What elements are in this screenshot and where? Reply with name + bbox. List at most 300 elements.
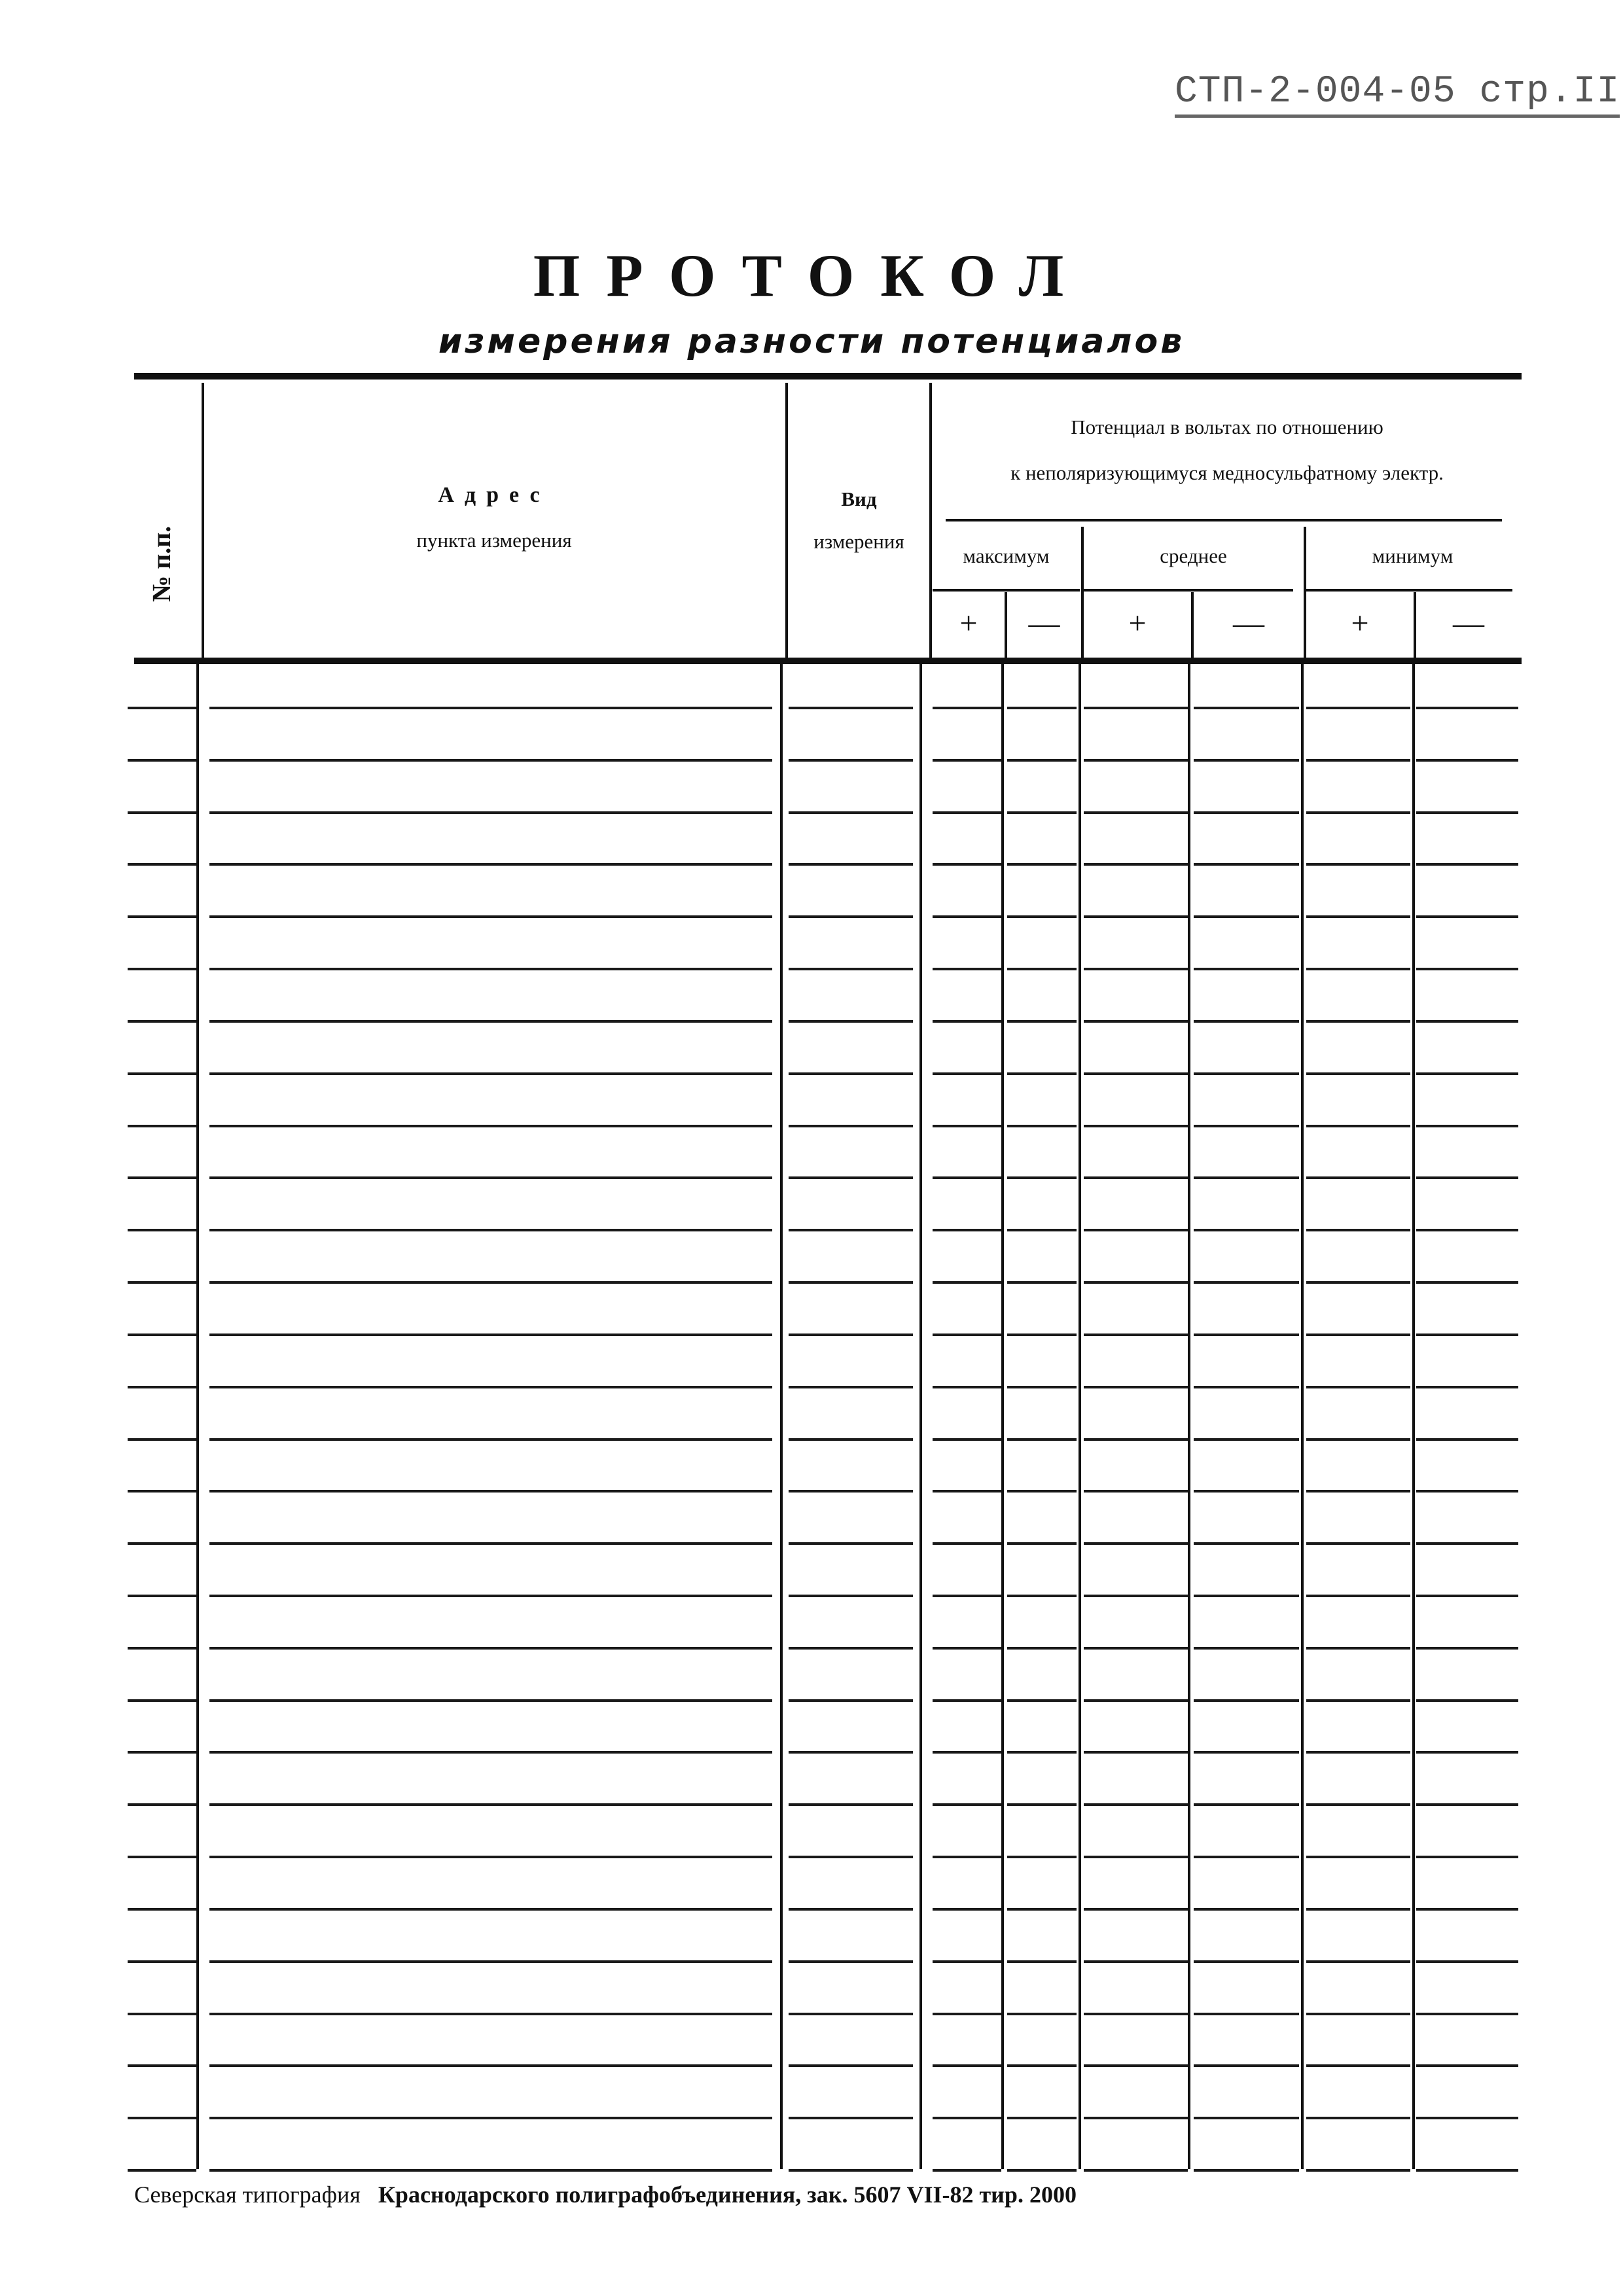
- body-column-divider: [1188, 664, 1190, 2169]
- table-row-line: [1007, 1281, 1077, 1284]
- table-row-line: [1416, 1072, 1518, 1075]
- table-row-line: [1194, 1229, 1299, 1231]
- table-row-line: [789, 1751, 913, 1754]
- table-row-line: [1416, 2013, 1518, 2015]
- table-row-line: [1306, 707, 1410, 709]
- table-row-line: [1084, 1803, 1188, 1806]
- table-row-line: [1084, 2064, 1188, 2067]
- table-row-line: [1084, 1751, 1188, 1754]
- header-divider-number: [202, 383, 204, 658]
- sign-max-minus: —: [1028, 606, 1060, 641]
- table-row-line: [1194, 1856, 1299, 1858]
- table-row-line: [128, 1647, 196, 1650]
- table-row-line: [1007, 1333, 1077, 1336]
- table-row-line: [1007, 915, 1077, 918]
- table-row-line: [209, 863, 772, 866]
- table-row-line: [209, 1020, 772, 1023]
- column-header-address: Адрес: [438, 483, 550, 507]
- table-row-line: [1194, 1647, 1299, 1650]
- table-row-line: [933, 863, 1001, 866]
- table-row-line: [1306, 1699, 1410, 1702]
- table-row-line: [1416, 707, 1518, 709]
- table-row-line: [1084, 1176, 1188, 1179]
- table-row-line: [209, 811, 772, 814]
- table-row-line: [1306, 2013, 1410, 2015]
- table-row-line: [933, 1960, 1001, 1963]
- table-row-line: [1194, 1803, 1299, 1806]
- table-row-line: [933, 1229, 1001, 1231]
- table-row-line: [1007, 2013, 1077, 2015]
- table-row-line: [1007, 1856, 1077, 1858]
- table-row-line: [1306, 1856, 1410, 1858]
- table-row-line: [933, 2064, 1001, 2067]
- table-top-rule: [134, 373, 1522, 380]
- body-column-divider: [919, 664, 922, 2169]
- table-row-line: [209, 1542, 772, 1545]
- header-rule-max: [933, 589, 1080, 592]
- table-row-line: [933, 707, 1001, 709]
- table-row-line: [128, 1229, 196, 1231]
- table-row-line: [128, 2169, 196, 2172]
- table-row-line: [933, 1595, 1001, 1597]
- table-row-line: [1007, 1751, 1077, 1754]
- table-row-line: [933, 915, 1001, 918]
- table-row-line: [1306, 2117, 1410, 2119]
- table-row-line: [1306, 915, 1410, 918]
- table-row-line: [1416, 2169, 1518, 2172]
- table-row-line: [1416, 1751, 1518, 1754]
- table-row-line: [128, 1125, 196, 1127]
- table-row-line: [1416, 1647, 1518, 1650]
- table-row-line: [1306, 1125, 1410, 1127]
- group-label-min: минимум: [1372, 544, 1454, 567]
- table-row-line: [789, 1386, 913, 1388]
- table-row-line: [789, 1176, 913, 1179]
- table-row-line: [1194, 1908, 1299, 1911]
- table-row-line: [1084, 1542, 1188, 1545]
- table-row-line: [789, 1438, 913, 1441]
- table-row-line: [1416, 968, 1518, 970]
- table-row-line: [1306, 1438, 1410, 1441]
- table-row-line: [789, 1960, 913, 1963]
- table-row-line: [209, 1647, 772, 1650]
- table-row-line: [209, 1490, 772, 1492]
- table-row-line: [128, 1908, 196, 1911]
- table-row-line: [789, 2013, 913, 2015]
- table-row-line: [1194, 1542, 1299, 1545]
- table-row-line: [1194, 759, 1299, 762]
- table-row-line: [789, 1229, 913, 1231]
- table-row-line: [1007, 1960, 1077, 1963]
- table-row-line: [1084, 1386, 1188, 1388]
- table-row-line: [1194, 1125, 1299, 1127]
- table-row-line: [1084, 1647, 1188, 1650]
- table-row-line: [1194, 1699, 1299, 1702]
- table-row-line: [1007, 1647, 1077, 1650]
- table-row-line: [933, 1438, 1001, 1441]
- table-row-line: [209, 968, 772, 970]
- table-row-line: [1416, 915, 1518, 918]
- table-row-line: [209, 2064, 772, 2067]
- table-row-line: [1007, 1020, 1077, 1023]
- table-row-line: [1194, 1072, 1299, 1075]
- table-row-line: [128, 1960, 196, 1963]
- table-row-line: [1084, 759, 1188, 762]
- table-row-line: [209, 2117, 772, 2119]
- table-row-line: [1416, 2064, 1518, 2067]
- table-header-rule: [134, 658, 1522, 664]
- table-row-line: [1084, 707, 1188, 709]
- body-column-divider: [1079, 664, 1081, 2169]
- table-row-line: [1007, 1386, 1077, 1388]
- table-row-line: [128, 1751, 196, 1754]
- table-row-line: [1306, 1072, 1410, 1075]
- body-column-divider: [1001, 664, 1004, 2169]
- table-row-line: [1194, 1020, 1299, 1023]
- table-row-line: [1084, 863, 1188, 866]
- table-row-line: [1416, 811, 1518, 814]
- table-row-line: [933, 1490, 1001, 1492]
- table-row-line: [1416, 1020, 1518, 1023]
- table-row-line: [128, 1699, 196, 1702]
- table-row-line: [789, 707, 913, 709]
- table-row-line: [1416, 1908, 1518, 1911]
- body-column-divider: [780, 664, 783, 2169]
- printer-footer: [134, 2181, 1077, 2208]
- table-row-line: [1007, 1229, 1077, 1231]
- table-row-line: [789, 759, 913, 762]
- table-row-line: [128, 2064, 196, 2067]
- table-row-line: [1416, 1542, 1518, 1545]
- table-row-line: [1194, 707, 1299, 709]
- table-row-line: [1194, 1333, 1299, 1336]
- table-row-line: [1007, 2117, 1077, 2119]
- table-row-line: [1194, 968, 1299, 970]
- table-row-line: [1416, 1386, 1518, 1388]
- body-column-divider: [1301, 664, 1304, 2169]
- page-subtitle: измерения разности потенциалов: [438, 322, 1185, 361]
- table-row-line: [1007, 707, 1077, 709]
- table-row-line: [128, 2013, 196, 2015]
- table-row-line: [933, 2117, 1001, 2119]
- table-row-line: [1007, 863, 1077, 866]
- table-row-line: [1084, 811, 1188, 814]
- table-row-line: [128, 915, 196, 918]
- table-row-line: [1194, 1281, 1299, 1284]
- table-row-line: [933, 1386, 1001, 1388]
- table-row-line: [1306, 2064, 1410, 2067]
- table-row-line: [1084, 2117, 1188, 2119]
- table-row-line: [209, 1803, 772, 1806]
- table-row-line: [1084, 1281, 1188, 1284]
- table-row-line: [789, 1125, 913, 1127]
- table-row-line: [1084, 1125, 1188, 1127]
- table-row-line: [1306, 811, 1410, 814]
- table-row-line: [1194, 1386, 1299, 1388]
- document-reference: СТП-2-004-05 стр.II: [1175, 71, 1620, 118]
- table-row-line: [1306, 1647, 1410, 1650]
- table-row-line: [933, 759, 1001, 762]
- table-row-line: [789, 863, 913, 866]
- table-row-line: [128, 863, 196, 866]
- table-row-line: [1306, 1960, 1410, 1963]
- table-row-line: [1416, 1595, 1518, 1597]
- table-row-line: [933, 1072, 1001, 1075]
- table-row-line: [209, 1125, 772, 1127]
- table-row-line: [1007, 1699, 1077, 1702]
- table-row-line: [1306, 1803, 1410, 1806]
- table-row-line: [209, 2013, 772, 2015]
- table-row-line: [1306, 2169, 1410, 2172]
- table-row-line: [1007, 1542, 1077, 1545]
- table-row-line: [1194, 1438, 1299, 1441]
- table-row-line: [933, 968, 1001, 970]
- body-column-divider: [1412, 664, 1415, 2169]
- table-row-line: [789, 1803, 913, 1806]
- table-row-line: [1084, 2169, 1188, 2172]
- table-row-line: [789, 1542, 913, 1545]
- table-row-line: [128, 1176, 196, 1179]
- table-row-line: [1007, 1125, 1077, 1127]
- table-row-line: [933, 1856, 1001, 1858]
- table-row-line: [1007, 1072, 1077, 1075]
- table-row-line: [128, 1438, 196, 1441]
- table-row-line: [933, 1125, 1001, 1127]
- table-row-line: [933, 1542, 1001, 1545]
- table-row-line: [1194, 1751, 1299, 1754]
- table-row-line: [209, 1699, 772, 1702]
- table-row-line: [1194, 2064, 1299, 2067]
- table-row-line: [1194, 811, 1299, 814]
- table-row-line: [1306, 1386, 1410, 1388]
- group-label-avg: среднее: [1160, 544, 1227, 567]
- table-row-line: [1084, 1490, 1188, 1492]
- table-row-line: [1306, 1281, 1410, 1284]
- table-row-line: [1306, 1542, 1410, 1545]
- table-row-line: [209, 915, 772, 918]
- table-row-line: [789, 968, 913, 970]
- table-row-line: [209, 1072, 772, 1075]
- group-label-max: максимум: [963, 544, 1050, 567]
- table-row-line: [789, 1908, 913, 1911]
- table-row-line: [1084, 1699, 1188, 1702]
- column-header-type-line2: измерения: [813, 530, 904, 553]
- table-row-line: [209, 1908, 772, 1911]
- sign-min-minus: —: [1453, 606, 1484, 641]
- table-row-line: [789, 1072, 913, 1075]
- printer-name: Северская типография: [134, 2181, 361, 2208]
- table-row-line: [1084, 1960, 1188, 1963]
- table-row-line: [209, 1751, 772, 1754]
- table-row-line: [1416, 1699, 1518, 1702]
- table-row-line: [1416, 1281, 1518, 1284]
- table-row-line: [128, 811, 196, 814]
- table-row-line: [128, 1856, 196, 1858]
- table-row-line: [128, 1490, 196, 1492]
- sign-max-plus: +: [959, 606, 978, 641]
- table-row-line: [128, 1020, 196, 1023]
- table-row-line: [1194, 1176, 1299, 1179]
- table-row-line: [789, 2064, 913, 2067]
- table-row-line: [128, 1281, 196, 1284]
- table-row-line: [1416, 1856, 1518, 1858]
- table-row-line: [789, 1647, 913, 1650]
- table-row-line: [1194, 915, 1299, 918]
- table-row-line: [1194, 1490, 1299, 1492]
- table-row-line: [933, 811, 1001, 814]
- potential-header-line1: Потенциал в вольтах по отношению: [1071, 415, 1383, 438]
- table-row-line: [128, 759, 196, 762]
- table-row-line: [933, 1281, 1001, 1284]
- table-row-line: [1084, 968, 1188, 970]
- printer-order: Краснодарского полиграфобъединения, зак. 5607 VII-82 тир. 2000: [378, 2181, 1077, 2208]
- table-row-line: [1007, 1803, 1077, 1806]
- table-row-line: [209, 1960, 772, 1963]
- table-row-line: [128, 2117, 196, 2119]
- table-row-line: [1306, 1908, 1410, 1911]
- table-row-line: [128, 707, 196, 709]
- table-row-line: [128, 1072, 196, 1075]
- table-row-line: [1306, 1490, 1410, 1492]
- table-row-line: [933, 1176, 1001, 1179]
- header-divider-type: [929, 383, 932, 658]
- table-row-line: [1416, 1490, 1518, 1492]
- table-row-line: [933, 1647, 1001, 1650]
- column-header-type-line1: Вид: [841, 487, 877, 510]
- table-row-line: [789, 915, 913, 918]
- table-row-line: [933, 1751, 1001, 1754]
- table-row-line: [1007, 1595, 1077, 1597]
- table-row-line: [1416, 759, 1518, 762]
- table-row-line: [1416, 1803, 1518, 1806]
- table-row-line: [209, 1856, 772, 1858]
- table-row-line: [933, 1699, 1001, 1702]
- table-row-line: [789, 1699, 913, 1702]
- table-row-line: [1306, 1751, 1410, 1754]
- table-row-line: [1416, 1176, 1518, 1179]
- table-row-line: [1007, 1490, 1077, 1492]
- table-row-line: [1416, 1438, 1518, 1441]
- sign-avg-plus: +: [1128, 606, 1147, 641]
- header-rule-min: [1306, 589, 1512, 592]
- table-row-line: [1306, 1595, 1410, 1597]
- table-row-line: [1306, 968, 1410, 970]
- table-row-line: [1194, 1960, 1299, 1963]
- table-row-line: [1194, 1595, 1299, 1597]
- table-row-line: [1084, 1333, 1188, 1336]
- table-row-line: [1084, 1595, 1188, 1597]
- table-row-line: [1194, 863, 1299, 866]
- table-row-line: [789, 1595, 913, 1597]
- table-row-line: [128, 1803, 196, 1806]
- sign-avg-minus: —: [1233, 606, 1264, 641]
- table-row-line: [209, 1595, 772, 1597]
- table-row-line: [1007, 968, 1077, 970]
- table-row-line: [209, 1229, 772, 1231]
- table-row-line: [209, 1281, 772, 1284]
- table-row-line: [1306, 1229, 1410, 1231]
- table-row-line: [209, 707, 772, 709]
- table-row-line: [933, 1908, 1001, 1911]
- table-row-line: [1306, 1020, 1410, 1023]
- table-row-line: [1084, 1438, 1188, 1441]
- table-row-line: [128, 968, 196, 970]
- column-header-address-sub: пункта измерения: [416, 529, 572, 552]
- header-rule-potential: [946, 519, 1502, 521]
- table-row-line: [1416, 863, 1518, 866]
- table-row-line: [1084, 1020, 1188, 1023]
- table-row-line: [933, 1333, 1001, 1336]
- table-row-line: [1084, 1072, 1188, 1075]
- table-row-line: [1416, 1333, 1518, 1336]
- header-rule-avg: [1084, 589, 1293, 592]
- table-row-line: [1007, 811, 1077, 814]
- table-row-line: [1007, 2064, 1077, 2067]
- table-row-line: [209, 1438, 772, 1441]
- table-row-line: [1084, 1229, 1188, 1231]
- potential-header-line2: к неполяризующимуся медносульфатному электр.: [1010, 461, 1444, 484]
- table-row-line: [209, 2169, 772, 2172]
- sign-min-plus: +: [1351, 606, 1369, 641]
- table-row-line: [789, 2117, 913, 2119]
- table-row-line: [789, 1281, 913, 1284]
- column-header-number: № п.п.: [147, 525, 176, 602]
- table-row-line: [933, 1803, 1001, 1806]
- table-row-line: [1007, 759, 1077, 762]
- table-row-line: [1007, 1176, 1077, 1179]
- page-title: ПРОТОКОЛ: [533, 242, 1090, 309]
- table-row-line: [789, 1020, 913, 1023]
- table-row-line: [1306, 1333, 1410, 1336]
- table-row-line: [789, 2169, 913, 2172]
- table-row-line: [933, 2169, 1001, 2172]
- table-row-line: [1306, 1176, 1410, 1179]
- table-row-line: [1194, 2117, 1299, 2119]
- table-row-line: [209, 1176, 772, 1179]
- table-row-line: [128, 1386, 196, 1388]
- table-row-line: [1194, 2169, 1299, 2172]
- table-row-line: [789, 811, 913, 814]
- table-row-line: [209, 1333, 772, 1336]
- header-divider-address: [785, 383, 788, 658]
- table-row-line: [209, 1386, 772, 1388]
- table-row-line: [1416, 1960, 1518, 1963]
- table-row-line: [1007, 1908, 1077, 1911]
- table-row-line: [128, 1333, 196, 1336]
- table-row-line: [1194, 2013, 1299, 2015]
- table-row-line: [209, 759, 772, 762]
- table-row-line: [1306, 863, 1410, 866]
- table-row-line: [789, 1333, 913, 1336]
- table-row-line: [933, 2013, 1001, 2015]
- table-row-line: [933, 1020, 1001, 1023]
- table-row-line: [1416, 1229, 1518, 1231]
- table-row-line: [1084, 1856, 1188, 1858]
- table-row-line: [789, 1490, 913, 1492]
- table-row-line: [1416, 2117, 1518, 2119]
- table-row-line: [1084, 1908, 1188, 1911]
- body-column-divider: [196, 664, 199, 2169]
- table-row-line: [128, 1542, 196, 1545]
- table-row-line: [1306, 759, 1410, 762]
- table-row-line: [1007, 2169, 1077, 2172]
- table-row-line: [1416, 1125, 1518, 1127]
- table-row-line: [1084, 2013, 1188, 2015]
- table-row-line: [789, 1856, 913, 1858]
- table-row-line: [1084, 915, 1188, 918]
- table-row-line: [128, 1595, 196, 1597]
- table-row-line: [1007, 1438, 1077, 1441]
